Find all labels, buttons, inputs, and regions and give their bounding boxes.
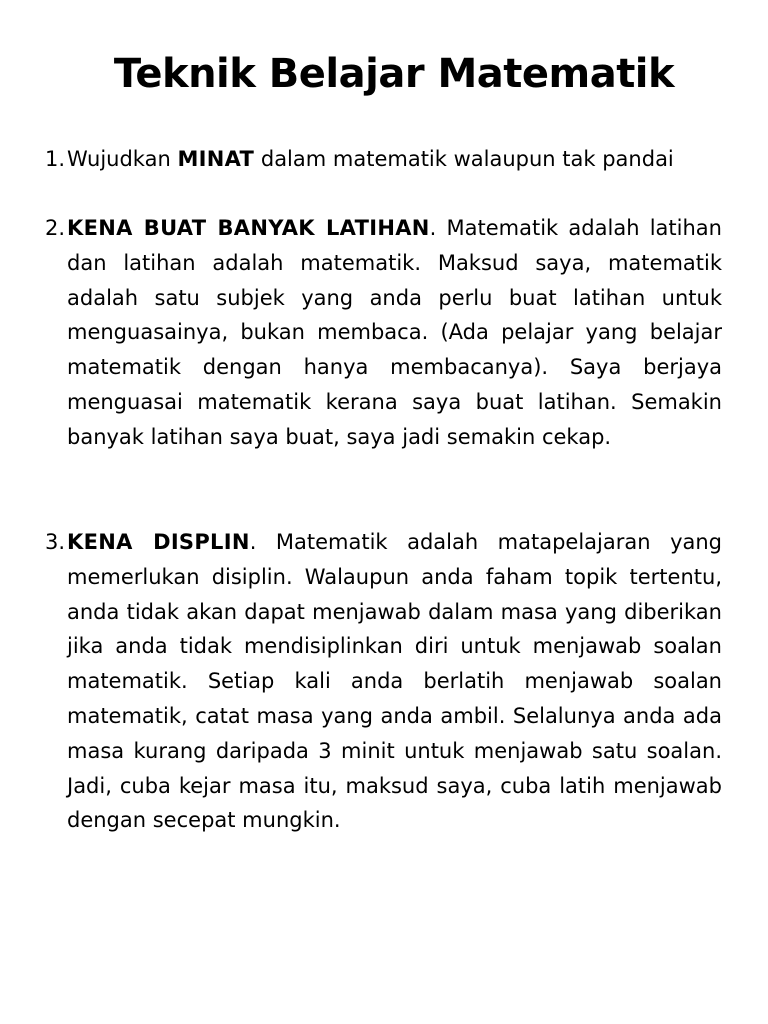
list-item-disiplin (45, 525, 722, 838)
item-emphasis: KENA DISPLIN (67, 530, 250, 554)
list-item-latihan (45, 211, 722, 455)
item-emphasis: MINAT (177, 147, 255, 171)
item-text (67, 211, 722, 455)
item-text-after: . Matematik adalah latihan dan latihan adalah matematik. Maksud saya, matematik adalah satu subjek yang anda perlu buat latihan untuk menguasainya, bukan membaca. (Ada pelajar yang belajar matematik dengan hanya membacanya). Saya berjaya menguasai matematik kerana saya buat latihan. Semakin banyak latihan saya buat, saya jadi semakin cekap. (67, 216, 722, 449)
item-text-after: . Matematik adalah matapelajaran yang memerlukan disiplin. Walaupun anda faham topik tertentu, anda tidak akan dapat menjawab dalam masa yang diberikan jika anda tidak mendisiplinkan diri untuk menjawab soalan matematik. Setiap kali anda berlatih menjawab soalan matematik, catat masa yang anda ambil. Selalunya anda ada masa kurang daripada 3 minit untuk menjawab satu soalan. Jadi, cuba kejar masa itu, maksud saya, cuba latih menjawab dengan secepat mungkin. (67, 530, 723, 833)
item-text (67, 142, 722, 177)
item-text-before: Wujudkan (67, 147, 178, 171)
item-number: 1. (45, 147, 66, 171)
item-text (67, 525, 722, 838)
item-emphasis: KENA BUAT BANYAK LATIHAN (67, 216, 430, 240)
item-text-after: dalam matematik walaupun tak pandai (254, 147, 674, 171)
item-number: 3. (45, 530, 66, 554)
item-number: 2. (45, 216, 66, 240)
list-item-minat (45, 142, 722, 177)
page-title: Teknik Belajar Matematik (113, 51, 675, 97)
